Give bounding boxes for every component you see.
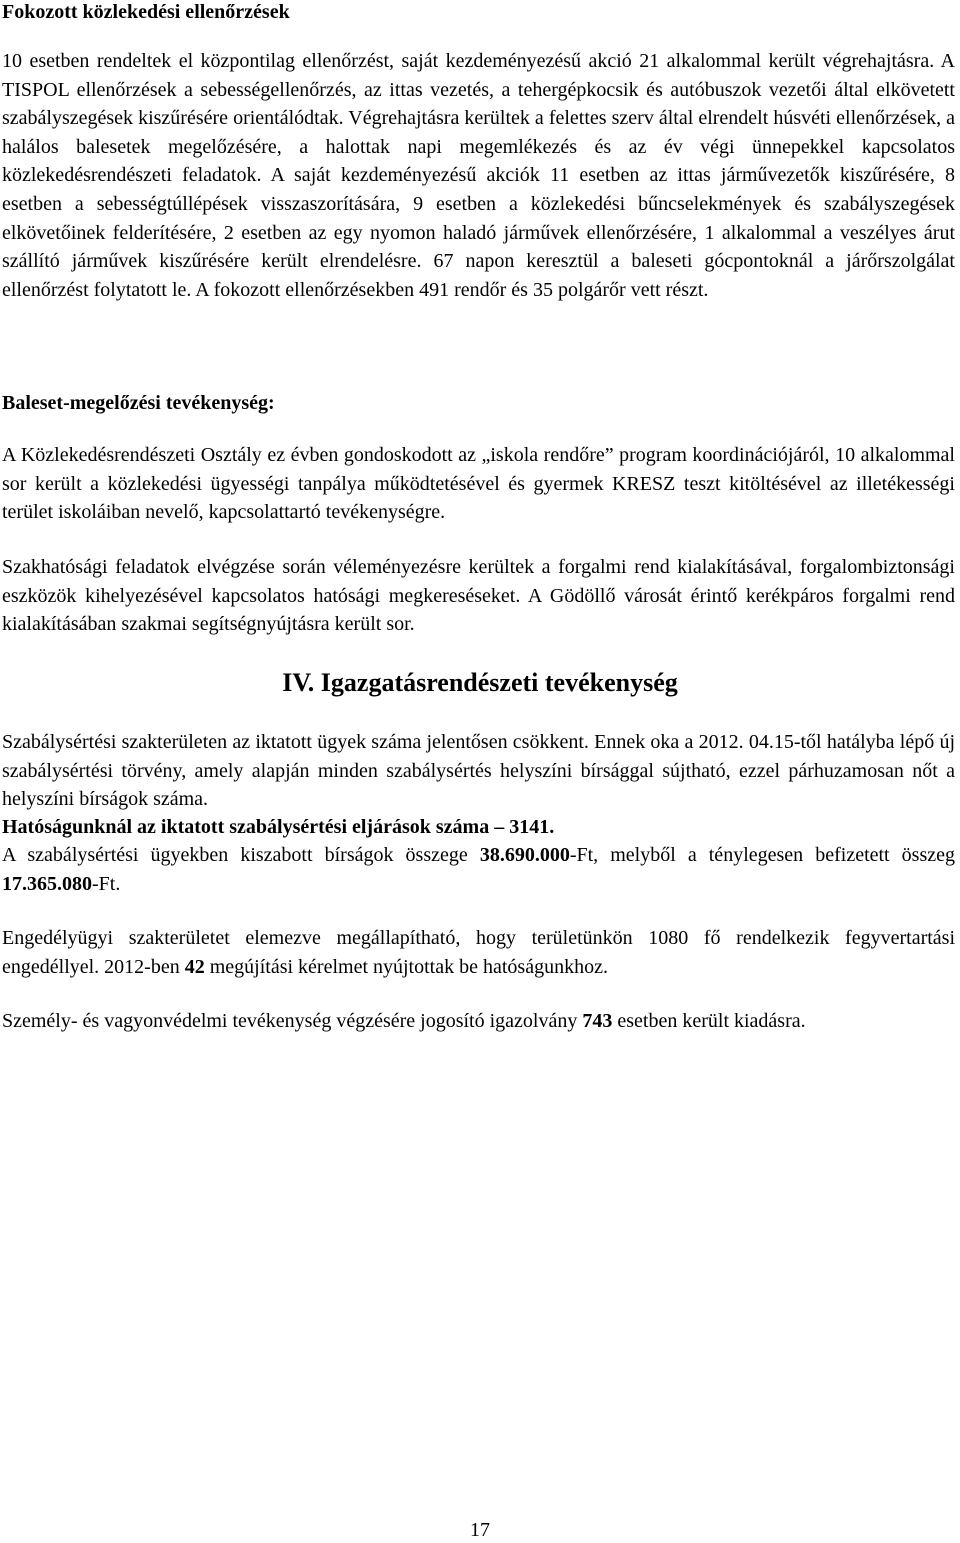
accident-prevention-paragraph-2: Szakhatósági feladatok elvégzése során véleményezésre kerültek a forgalmi rend kialakításával, forgalombiztonsági eszközök kihelyezésével kapcsolatos hatósági megkereséseket. A Gödöllő városát érintő kerékpáros forgalmi rend kialakításában szakmai segítségnyújtásra került sor.: [2, 556, 955, 636]
petty-offence-case-count: [2, 813, 955, 842]
licensing-text-end: megújítási kérelmet nyújtottak be hatóságunkhoz.: [204, 955, 608, 978]
petty-offence-paragraph: Szabálysértési szakterületen az iktatott ügyek száma jelentősen csökkent. Ennek oka a 2012. 04.15-től hatályba lépő új szabálysértési törvény, amely alapján minden szabálysértés helyszíni bírsággal sújtható, ezzel párhuzamosan nőt a helyszíni bírságok száma.: [2, 731, 955, 811]
case-count-text: Hatóságunknál az iktatott szabálysértési eljárások száma – 3141.: [2, 816, 555, 838]
renewal-count: 42: [184, 955, 205, 978]
fines-paid-amount: 17.365.080: [2, 872, 92, 895]
licensing-paragraph: [2, 924, 955, 981]
license-issued-count: 743: [582, 1010, 613, 1032]
accident-prevention-paragraph-1: A Közlekedésrendészeti Osztály ez évben gondoskodott az „iskola rendőre” program koordinációjáról, 10 alkalommal sor került a közlekedési ügyességi tanpálya működtetésével és gyermek KRESZ teszt kitöltésével az illetékességi terület iskoláiban nevelő, kapcsolattartó tevékenységre.: [2, 444, 955, 524]
page-number: 17: [470, 1519, 490, 1541]
fines-text-start: A szabálysértési ügyekben kiszabott bírságok összege: [2, 844, 480, 866]
fines-text-middle: -Ft, melyből a ténylegesen befizetett összeg: [569, 844, 955, 866]
section-heading-accident-prevention: Baleset-megelőzési tevékenység:: [2, 392, 275, 414]
security-text-start: Személy- és vagyonvédelmi tevékenység végzésére jogosító igazolvány: [2, 1010, 583, 1032]
security-text-end: esetben került kiadásra.: [612, 1010, 806, 1032]
chapter-title: IV. Igazgatásrendészeti tevékenység: [282, 668, 678, 697]
fines-text-end: -Ft.: [92, 872, 121, 895]
traffic-checks-paragraph: 10 esetben rendeltek el központilag ellenőrzést, saját kezdeményezésű akció 21 alkalommal került végrehajtásra. A TISPOL ellenőrzések a sebességellenőrzés, az ittas vezetés, a tehergépkocsik és autóbuszok vezetői által elkövetett szabályszegések kiszűrésére orientálódtak. Végrehajtásra kerültek a felettes szerv által elrendelt húsvéti ellenőrzések, a halálos balesetek megelőzésére, a halottak napi megemlékezés és az év végi ünnepekkel kapcsolatos közlekedésrendészeti feladatok. A saját kezdeményezésű akciók 11 esetben az ittas járművezetők kiszűrésére, 8 esetben a sebességtúllépések visszaszorítására, 9 esetben a közlekedési bűncselekmények és szabályszegések elkövetőinek felderítésére, 2 esetben az egy nyomon haladó járművek ellenőrzésére, 1 alkalommal a veszélyes árut szállító járművek kiszűrésére került elrendelésre. 67 napon keresztül a baleseti gócpontoknál a járőrszolgálat ellenőrzést folytatott le. A fokozott ellenőrzésekben 491 rendőr és 35 polgárőr vett részt.: [2, 50, 955, 301]
fines-paragraph: [2, 841, 955, 898]
section-heading-traffic-checks: Fokozott közlekedési ellenőrzések: [2, 1, 290, 23]
security-license-paragraph: [2, 1007, 955, 1036]
licensing-text-start: Engedélyügyi szakterületet elemezve megállapítható, hogy területünkön 1080 fő rendelkezik fegyvertartási engedéllyel. 2012-ben: [2, 927, 955, 978]
fines-total-amount: 38.690.000: [479, 844, 570, 866]
